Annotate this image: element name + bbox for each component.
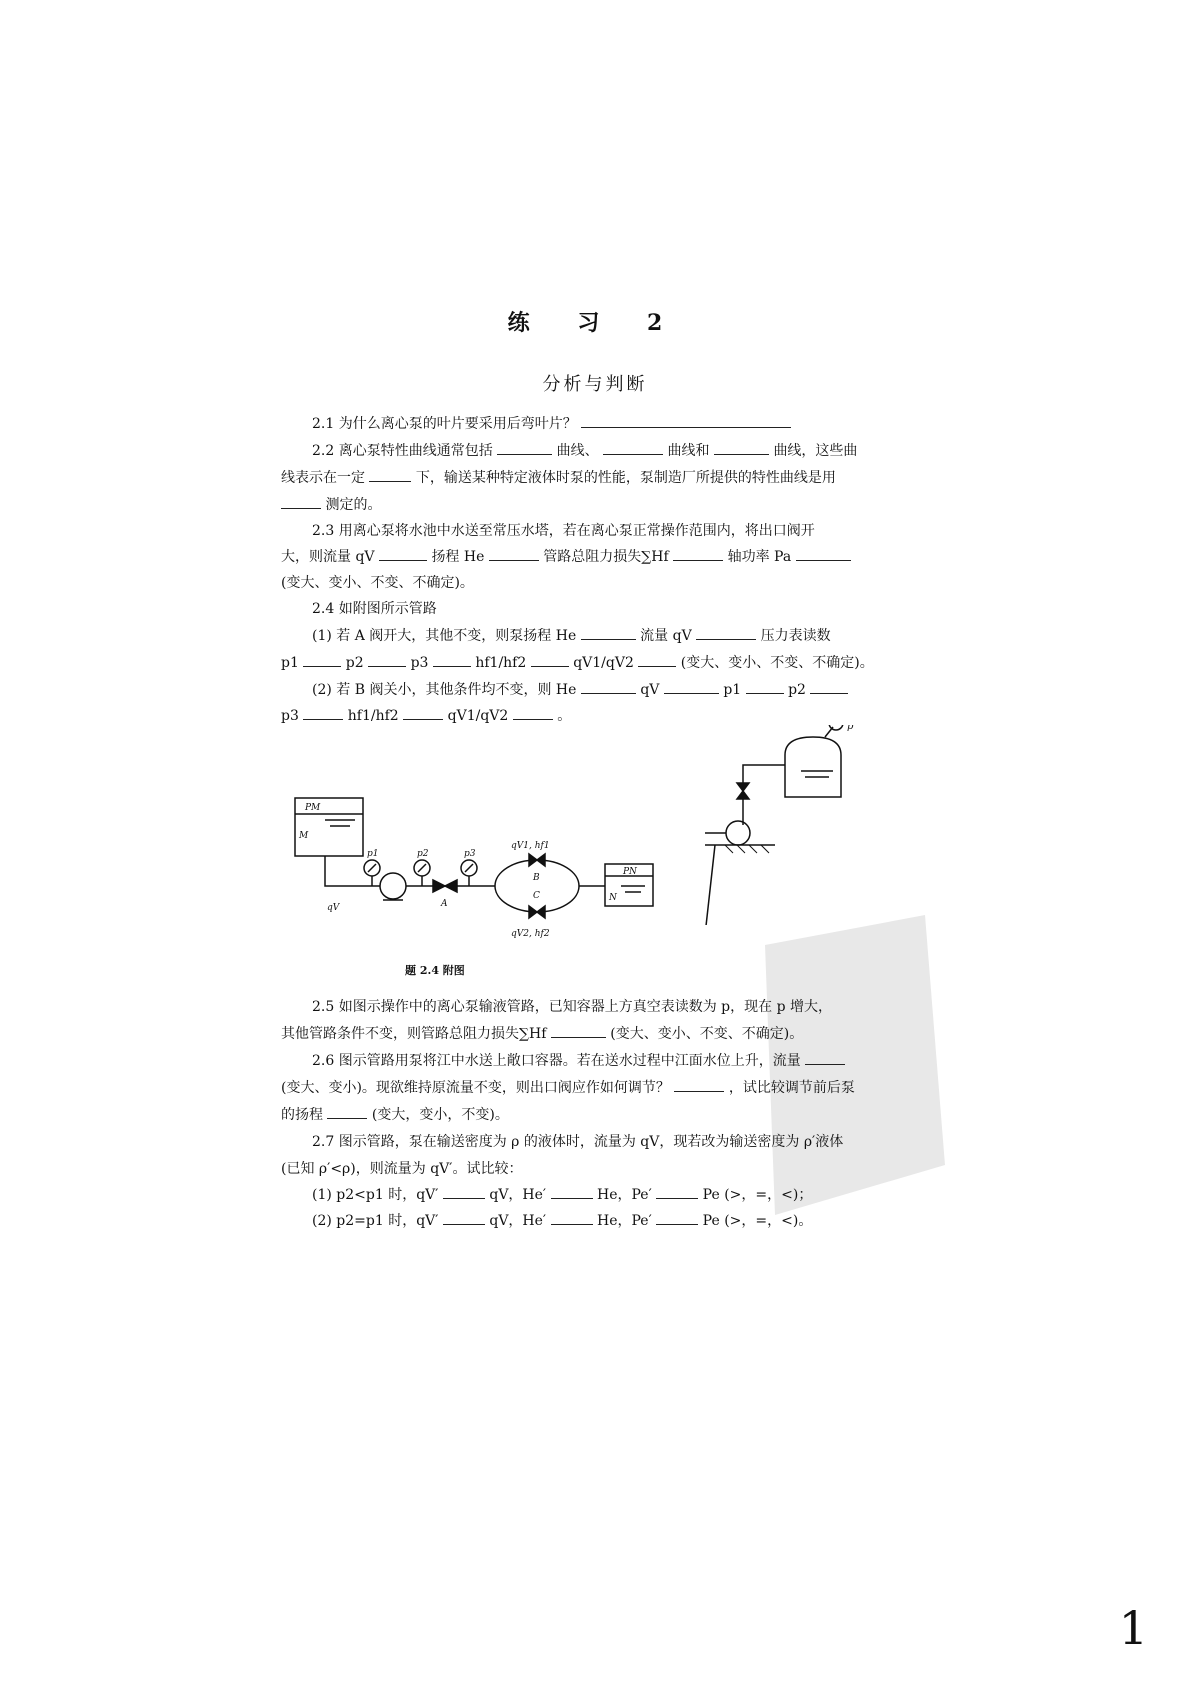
label-M: M — [299, 831, 309, 841]
question-2-3-line1: 2.3 用离心泵将水池中水送至常压水塔，若在离心泵正常操作范围内，将出口阀开 — [312, 523, 815, 539]
question-2-2-line3: 测定的。 — [281, 491, 381, 519]
question-2-5-line1: 2.5 如图示操作中的离心泵输液管路，已知容器上方真空表读数为 p，现在 p 增大， — [312, 999, 832, 1015]
answer-blank[interactable] — [551, 1022, 606, 1038]
question-2-6-line2: (变大、变小)。现欲维持原流量不变，则出口阀应作如何调节？ ，试比较调节前后泵 — [281, 1074, 855, 1102]
figure-2-4-caption: 题 2.4 附图 — [405, 964, 465, 977]
answer-blank[interactable] — [497, 439, 552, 455]
answer-blank[interactable] — [581, 678, 636, 694]
answer-blank[interactable] — [796, 545, 851, 561]
question-2-3-line3: (变大、变小、不变、不确定)。 — [281, 575, 474, 591]
answer-blank[interactable] — [489, 545, 539, 561]
question-2-2-line1: 2.2 离心泵特性曲线通常包括 曲线、 曲线和 曲线，这些曲 — [312, 437, 857, 465]
answer-blank[interactable] — [433, 651, 471, 667]
label-pN: PN — [623, 867, 637, 877]
answer-blank[interactable] — [327, 1103, 367, 1119]
question-2-4-line2: (1) 若 A 阀开大，其他不变，则泵扬程 He 流量 qV 压力表读数 — [312, 622, 831, 650]
answer-blank[interactable] — [369, 466, 411, 482]
question-2-3-line2: 大，则流量 qV 扬程 He 管路总阻力损失∑Hf 轴功率 Pa — [281, 543, 851, 571]
answer-blank[interactable] — [581, 412, 791, 428]
question-2-4-line4: (2) 若 B 阀关小，其他条件均不变，则 He qV p1 p2 — [312, 676, 848, 704]
answer-blank[interactable] — [403, 704, 443, 720]
answer-blank[interactable] — [281, 493, 321, 509]
answer-blank[interactable] — [551, 1209, 593, 1225]
label-pM: PM — [305, 803, 321, 813]
answer-blank[interactable] — [714, 439, 769, 455]
question-2-4-line1: 2.4 如附图所示管路 — [312, 601, 437, 617]
page-number: 1 — [1118, 1601, 1148, 1655]
answer-blank[interactable] — [368, 651, 406, 667]
label-qv2-hf2: qV2, hf2 — [511, 929, 550, 939]
answer-blank[interactable] — [674, 1076, 724, 1092]
question-2-6-line3: 的扬程 (变大，变小，不变)。 — [281, 1101, 509, 1129]
answer-blank[interactable] — [656, 1209, 698, 1225]
label-B: B — [533, 873, 540, 883]
answer-blank[interactable] — [531, 651, 569, 667]
label-p: p — [847, 725, 854, 732]
question-2-5-line2: 其他管路条件不变，则管路总阻力损失∑Hf (变大、变小、不变、不确定)。 — [281, 1020, 803, 1048]
question-2-1: 2.1 为什么离心泵的叶片要采用后弯叶片？ — [312, 410, 791, 438]
answer-blank[interactable] — [303, 704, 343, 720]
answer-blank[interactable] — [673, 545, 723, 561]
question-2-6-line1: 2.6 图示管路用泵将江中水送上敞口容器。若在送水过程中江面水位上升，流量 — [312, 1047, 845, 1075]
answer-blank[interactable] — [603, 439, 663, 455]
label-qv: qV — [327, 903, 340, 913]
question-2-7-line1: 2.7 图示管路，泵在输送密度为 ρ 的液体时，流量为 qV，现若改为输送密度为 ρ′液体 — [312, 1134, 844, 1150]
answer-blank[interactable] — [805, 1049, 845, 1065]
question-2-4-line3: p1 p2 p3 hf1/hf2 qV1/qV2 (变大、变小、不变、不确定)。 — [281, 649, 874, 677]
answer-blank[interactable] — [638, 651, 676, 667]
answer-blank[interactable] — [379, 545, 427, 561]
answer-blank[interactable] — [664, 678, 719, 694]
answer-blank[interactable] — [656, 1183, 698, 1199]
question-2-7-line3: (1) p2<p1 时，qV′ qV，He′ He，Pe′ Pe (>，=，<)； — [312, 1181, 812, 1209]
page-title: 练 习 2 — [507, 310, 683, 336]
answer-blank[interactable] — [551, 1183, 593, 1199]
figure-2-4-diagram — [285, 790, 655, 940]
label-A: A — [441, 899, 448, 909]
answer-blank[interactable] — [581, 624, 636, 640]
label-N: N — [609, 893, 617, 903]
answer-blank[interactable] — [443, 1183, 485, 1199]
section-subtitle: 分析与判断 — [542, 374, 648, 395]
answer-blank[interactable] — [696, 624, 756, 640]
question-2-2-line2: 线表示在一定 下，输送某种特定液体时泵的性能，泵制造厂所提供的特性曲线是用 — [281, 464, 836, 492]
answer-blank[interactable] — [443, 1209, 485, 1225]
answer-blank[interactable] — [303, 651, 341, 667]
label-p1: p1 — [367, 849, 379, 859]
answer-blank[interactable] — [513, 704, 553, 720]
label-qv1-hf1: qV1, hf1 — [511, 841, 550, 851]
question-2-4-line5: p3 hf1/hf2 qV1/qV2 。 — [281, 702, 571, 730]
answer-blank[interactable] — [810, 678, 848, 694]
answer-blank[interactable] — [746, 678, 784, 694]
label-p3: p3 — [464, 849, 476, 859]
question-2-7-line2: (已知 ρ′<ρ)，则流量为 qV′。试比较： — [281, 1161, 523, 1177]
figure-2-5-diagram — [705, 725, 925, 925]
question-2-7-line4: (2) p2=p1 时，qV′ qV，He′ He，Pe′ Pe (>，=，<)。 — [312, 1207, 812, 1235]
label-p2: p2 — [417, 849, 429, 859]
label-C: C — [533, 891, 540, 901]
